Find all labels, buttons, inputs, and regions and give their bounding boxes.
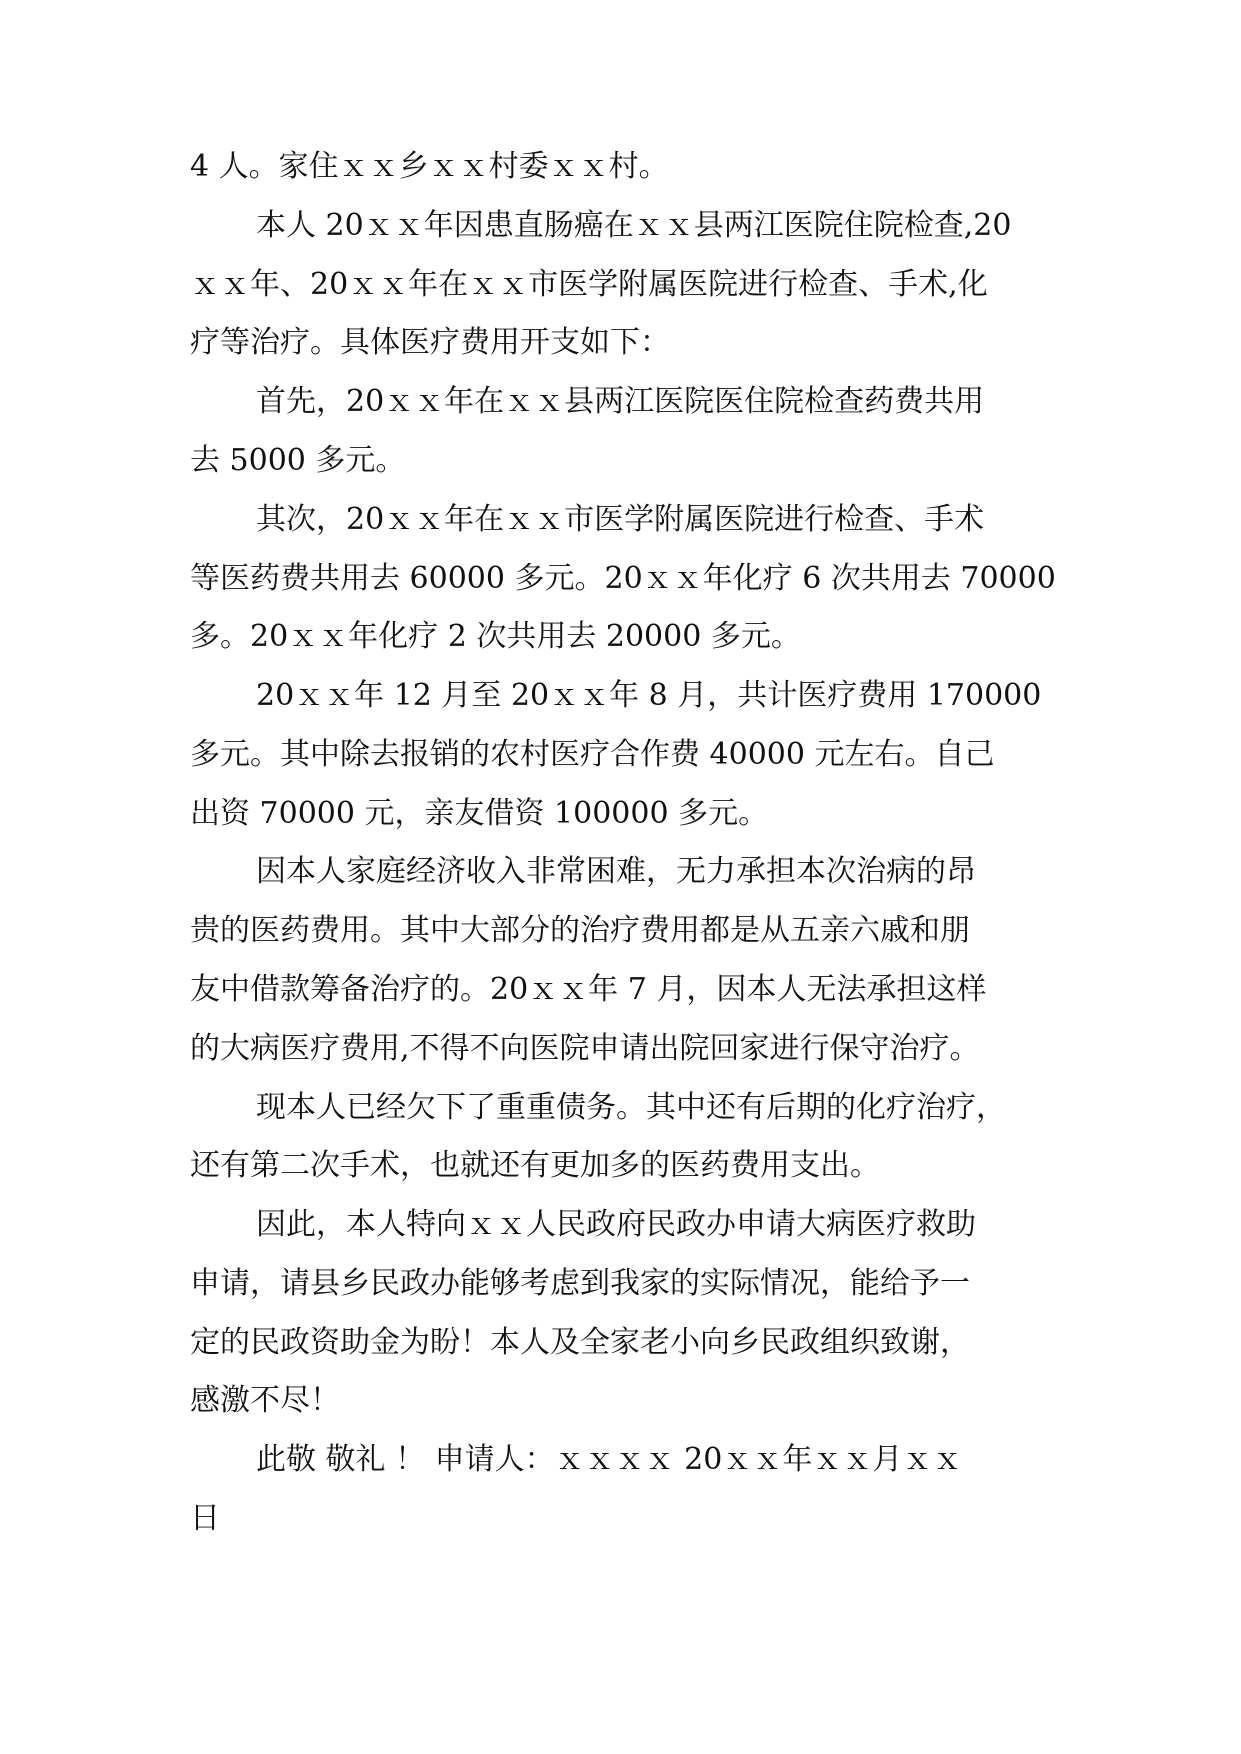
text-line: 去 5000 多元。 bbox=[190, 443, 406, 478]
text-line: 友中借款筹备治疗的。20ｘｘ年 7 月，因本人无法承担这样 bbox=[190, 972, 987, 1007]
text-line: 多元。其中除去报销的农村医疗合作费 40000 元左右。自己 bbox=[190, 737, 995, 772]
text-line: 的大病医疗费用,不得不向医院申请出院回家进行保守治疗。 bbox=[190, 1031, 980, 1066]
text-line: 定的民政资助金为盼！本人及全家老小向乡民政组织致谢， bbox=[190, 1325, 970, 1360]
text-line: 因本人家庭经济收入非常困难，无力承担本次治病的昂 bbox=[256, 854, 976, 889]
text-line: 出资 70000 元，亲友借资 100000 多元。 bbox=[190, 796, 769, 831]
text-line: 疗等治疗。具体医疗费用开支如下： bbox=[190, 325, 670, 360]
text-line: ｘｘ年、20ｘｘ年在ｘｘ市医学附属医院进行检查、手术,化 bbox=[190, 267, 988, 302]
signature-line: 此敬 敬礼 ！ 申请人：ｘｘｘｘ 20ｘｘ年ｘｘ月ｘｘ bbox=[256, 1442, 963, 1477]
date-tail-line: 日 bbox=[190, 1501, 220, 1536]
text-line: 其次，20ｘｘ年在ｘｘ市医学附属医院进行检查、手术 bbox=[256, 502, 985, 537]
text-line: 申请，请县乡民政办能够考虑到我家的实际情况，能给予一 bbox=[190, 1266, 970, 1301]
text-line: 等医药费共用去 60000 多元。20ｘｘ年化疗 6 次共用去 70000 bbox=[190, 561, 1056, 596]
text-line: 贵的医药费用。其中大部分的治疗费用都是从五亲六戚和朋 bbox=[190, 913, 970, 948]
text-line: 4 人。家住ｘｘ乡ｘｘ村委ｘｘ村。 bbox=[190, 149, 669, 184]
text-line: 现本人已经欠下了重重债务。其中还有后期的化疗治疗， bbox=[256, 1090, 1006, 1125]
text-line: 20ｘｘ年 12 月至 20ｘｘ年 8 月，共计医疗费用 170000 bbox=[256, 678, 1042, 713]
text-line: 本人 20ｘｘ年因患直肠癌在ｘｘ县两江医院住院检查,20 bbox=[256, 208, 1012, 243]
text-line: 还有第二次手术，也就还有更加多的医药费用支出。 bbox=[190, 1148, 880, 1183]
text-line: 因此，本人特向ｘｘ人民政府民政办申请大病医疗救助 bbox=[256, 1207, 976, 1242]
text-line: 多。20ｘｘ年化疗 2 次共用去 20000 多元。 bbox=[190, 619, 801, 654]
text-line: 感激不尽！ bbox=[190, 1383, 340, 1418]
text-line: 首先，20ｘｘ年在ｘｘ县两江医院医住院检查药费共用 bbox=[256, 384, 985, 419]
